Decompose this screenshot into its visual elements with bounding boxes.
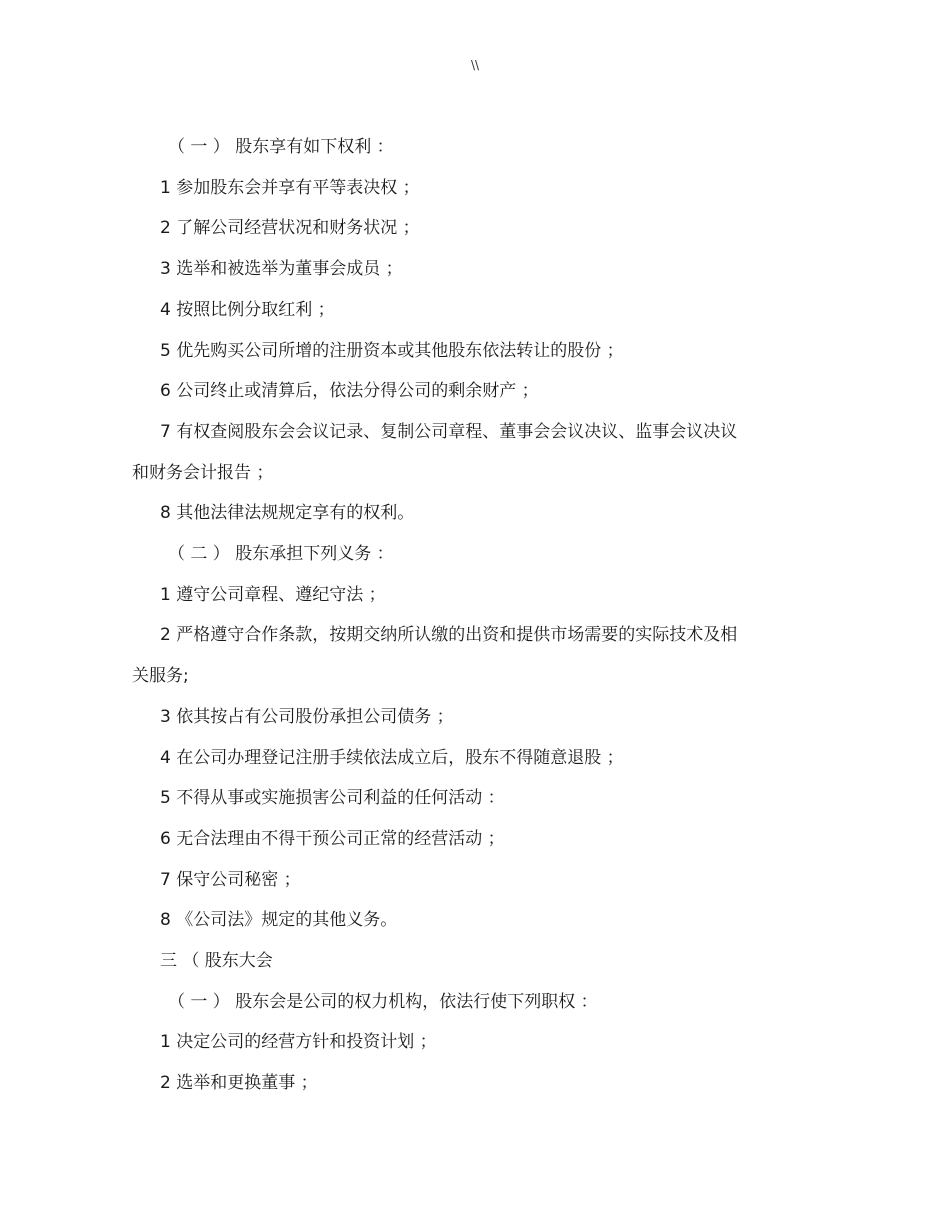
list-item: 2 严格遵守合作条款，按期交纳所认缴的出资和提供市场需要的实际技术及相 — [160, 625, 738, 646]
list-item: 8 《公司法》规定的其他义务。 — [160, 910, 398, 931]
list-item: 2 了解公司经营状况和财务状况 ； — [160, 218, 420, 239]
list-item: 1 决定公司的经营方针和投资计划 ； — [160, 1032, 437, 1053]
list-item: 5 优先购买公司所增的注册资本或其他股东依法转让的股份 ； — [160, 340, 624, 361]
list-item: 6 公司终止或清算后，依法分得公司的剩余财产 ； — [160, 381, 539, 402]
list-item: 2 选举和更换董事 ； — [160, 1073, 318, 1094]
list-item: 7 保守公司秘密 ； — [160, 869, 301, 890]
list-item: 4 按照比例分取红利 ； — [160, 299, 335, 320]
list-item-continuation: 和财务会计报告 ； — [132, 462, 274, 483]
list-item: 3 依其按占有公司股份承担公司债务 ； — [160, 706, 454, 727]
list-item: 7 有权查阅股东会会议记录、复制公司章程、董事会会议决议、监事会议决议 — [160, 421, 738, 442]
section-heading-rights: （ 一 ） 股东享有如下权利 ： — [168, 137, 394, 157]
section-heading-shareholders-meeting: 三 （ 股东大会 — [160, 951, 273, 972]
list-item: 6 无合法理由不得干预公司正常的经营活动 ； — [160, 828, 505, 849]
list-item: 8 其他法律法规规定享有的权利。 — [160, 503, 415, 524]
list-item: 5 不得从事或实施损害公司利益的任何活动 ： — [160, 788, 505, 809]
page-header-mark: \\ — [470, 58, 480, 72]
section-heading-powers: （ 一 ） 股东会是公司的权力机构，依法行使下列职权 ： — [168, 991, 598, 1012]
list-item-continuation: 关服务; — [132, 666, 189, 687]
list-item: 3 选举和被选举为董事会成员 ； — [160, 259, 403, 280]
list-item: 1 遵守公司章程、遵纪守法 ； — [160, 584, 386, 605]
section-heading-obligations: （ 二 ） 股东承担下列义务 ： — [168, 544, 394, 565]
document-body — [132, 127, 792, 1104]
list-item: 1 参加股东会并享有平等表决权 ； — [160, 177, 420, 198]
list-item: 4 在公司办理登记注册手续依法成立后，股东不得随意退股 ； — [160, 747, 624, 768]
